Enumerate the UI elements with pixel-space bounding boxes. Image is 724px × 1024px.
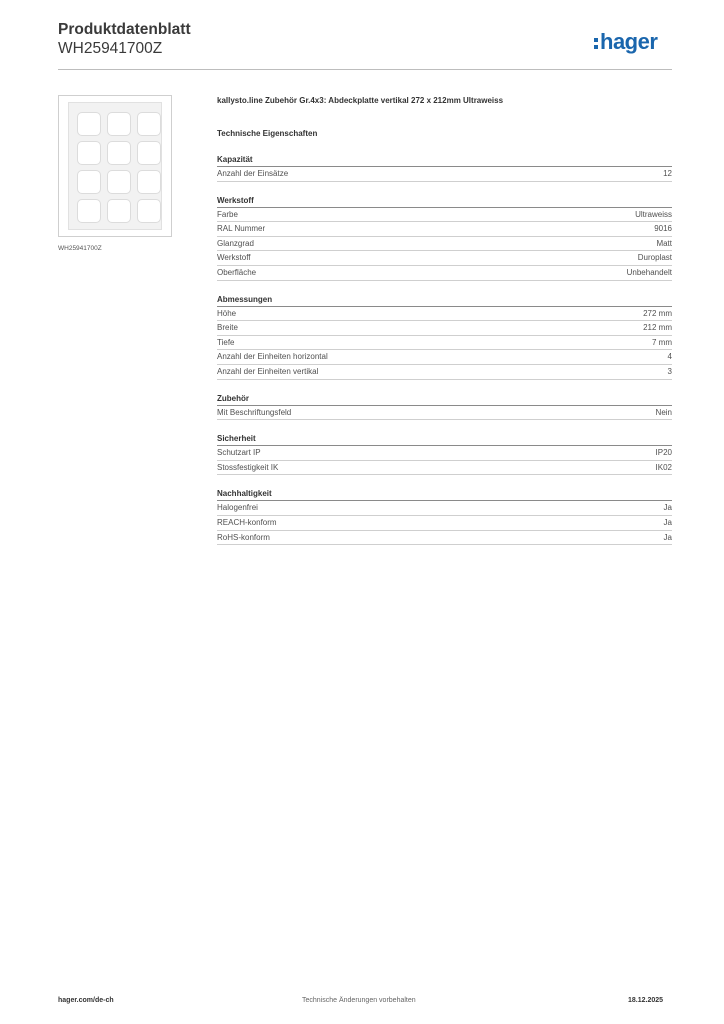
logo-dot-bottom (594, 45, 598, 49)
property-row (217, 266, 672, 281)
property-row (217, 208, 672, 223)
group-heading: Werkstoff (217, 194, 672, 208)
property-label: Breite (217, 323, 238, 333)
footer-website[interactable]: hager.com/de-ch (58, 997, 114, 1004)
property-row (217, 336, 672, 351)
property-label: Halogenfrei (217, 503, 258, 513)
property-value: Nein (655, 407, 672, 417)
main-content (217, 93, 672, 545)
property-row (217, 501, 672, 516)
property-label: Anzahl der Einheiten vertikal (217, 366, 319, 376)
property-value: Ja (663, 517, 672, 527)
property-group (217, 392, 672, 421)
property-label: Glanzgrad (217, 238, 254, 248)
group-heading: Sicherheit (217, 432, 672, 446)
property-value: Ultraweiss (635, 209, 672, 219)
property-row (217, 350, 672, 365)
property-row (217, 321, 672, 336)
plate-opening (107, 170, 131, 194)
product-code-title: WH25941700Z (58, 40, 163, 57)
property-groups (217, 153, 672, 545)
property-label: Schutzart IP (217, 448, 261, 458)
property-group (217, 194, 672, 281)
plate-opening (137, 170, 161, 194)
page-title: Produktdatenblatt (58, 21, 191, 38)
footer-date: 18.12.2025 (628, 997, 664, 1004)
section-heading: Technische Eigenschaften (217, 129, 318, 138)
property-value: IK02 (655, 462, 672, 472)
group-heading: Kapazität (217, 153, 672, 167)
property-value: 3 (667, 366, 672, 376)
logo-text: hager (600, 29, 658, 54)
property-label: REACH-konform (217, 517, 277, 527)
property-label: Mit Beschriftungsfeld (217, 407, 292, 417)
plate-opening (77, 170, 101, 194)
property-label: Werkstoff (217, 253, 251, 263)
product-thumbnail (58, 95, 172, 237)
property-row (217, 237, 672, 252)
group-heading: Abmessungen (217, 293, 672, 307)
property-label: RoHS-konform (217, 532, 270, 542)
plate-opening (137, 199, 161, 223)
logo-dot-top (594, 38, 598, 42)
group-heading: Nachhaltigkeit (217, 487, 672, 501)
property-value: 212 mm (643, 323, 672, 333)
plate-opening (77, 112, 101, 136)
property-value: 9016 (654, 224, 672, 234)
plate-opening (137, 141, 161, 165)
property-group (217, 153, 672, 182)
property-value: 7 mm (652, 337, 672, 347)
property-row (217, 461, 672, 476)
property-value: Matt (656, 238, 672, 248)
cover-plate-image (68, 102, 162, 230)
property-row (217, 446, 672, 461)
plate-opening (107, 141, 131, 165)
property-row (217, 222, 672, 237)
property-row (217, 406, 672, 421)
property-label: RAL Nummer (217, 224, 266, 234)
plate-opening (107, 112, 131, 136)
property-label: Oberfläche (217, 267, 257, 277)
footer-notice: Technische Änderungen vorbehalten (302, 997, 416, 1004)
property-row (217, 167, 672, 182)
property-value: Unbehandelt (626, 267, 672, 277)
property-group (217, 293, 672, 380)
thumbnail-caption: WH25941700Z (58, 245, 102, 252)
property-value: Ja (663, 503, 672, 513)
property-row (217, 531, 672, 546)
property-row (217, 365, 672, 380)
property-label: Farbe (217, 209, 238, 219)
group-heading: Zubehör (217, 392, 672, 406)
property-value: Ja (663, 532, 672, 542)
property-group (217, 432, 672, 475)
property-value: 4 (667, 352, 672, 362)
property-row (217, 516, 672, 531)
property-row (217, 251, 672, 266)
property-group (217, 487, 672, 545)
property-label: Tiefe (217, 337, 235, 347)
property-label: Anzahl der Einsätze (217, 169, 289, 178)
plate-opening (77, 199, 101, 223)
product-title: kallysto.line Zubehör Gr.4x3: Abdeckplatte vertikal 272 x 212mm Ultraweiss (217, 96, 504, 105)
header-divider (58, 69, 672, 70)
property-label: Anzahl der Einheiten horizontal (217, 352, 328, 362)
property-value: Duroplast (637, 253, 672, 263)
property-value: 272 mm (643, 308, 672, 318)
property-row (217, 307, 672, 322)
plate-opening (107, 199, 131, 223)
hager-logo (594, 29, 672, 57)
property-value: IP20 (655, 448, 672, 458)
property-value: 12 (663, 169, 672, 178)
plate-opening (137, 112, 161, 136)
property-label: Höhe (217, 308, 237, 318)
property-label: Stossfestigkeit IK (217, 462, 279, 472)
plate-opening (77, 141, 101, 165)
